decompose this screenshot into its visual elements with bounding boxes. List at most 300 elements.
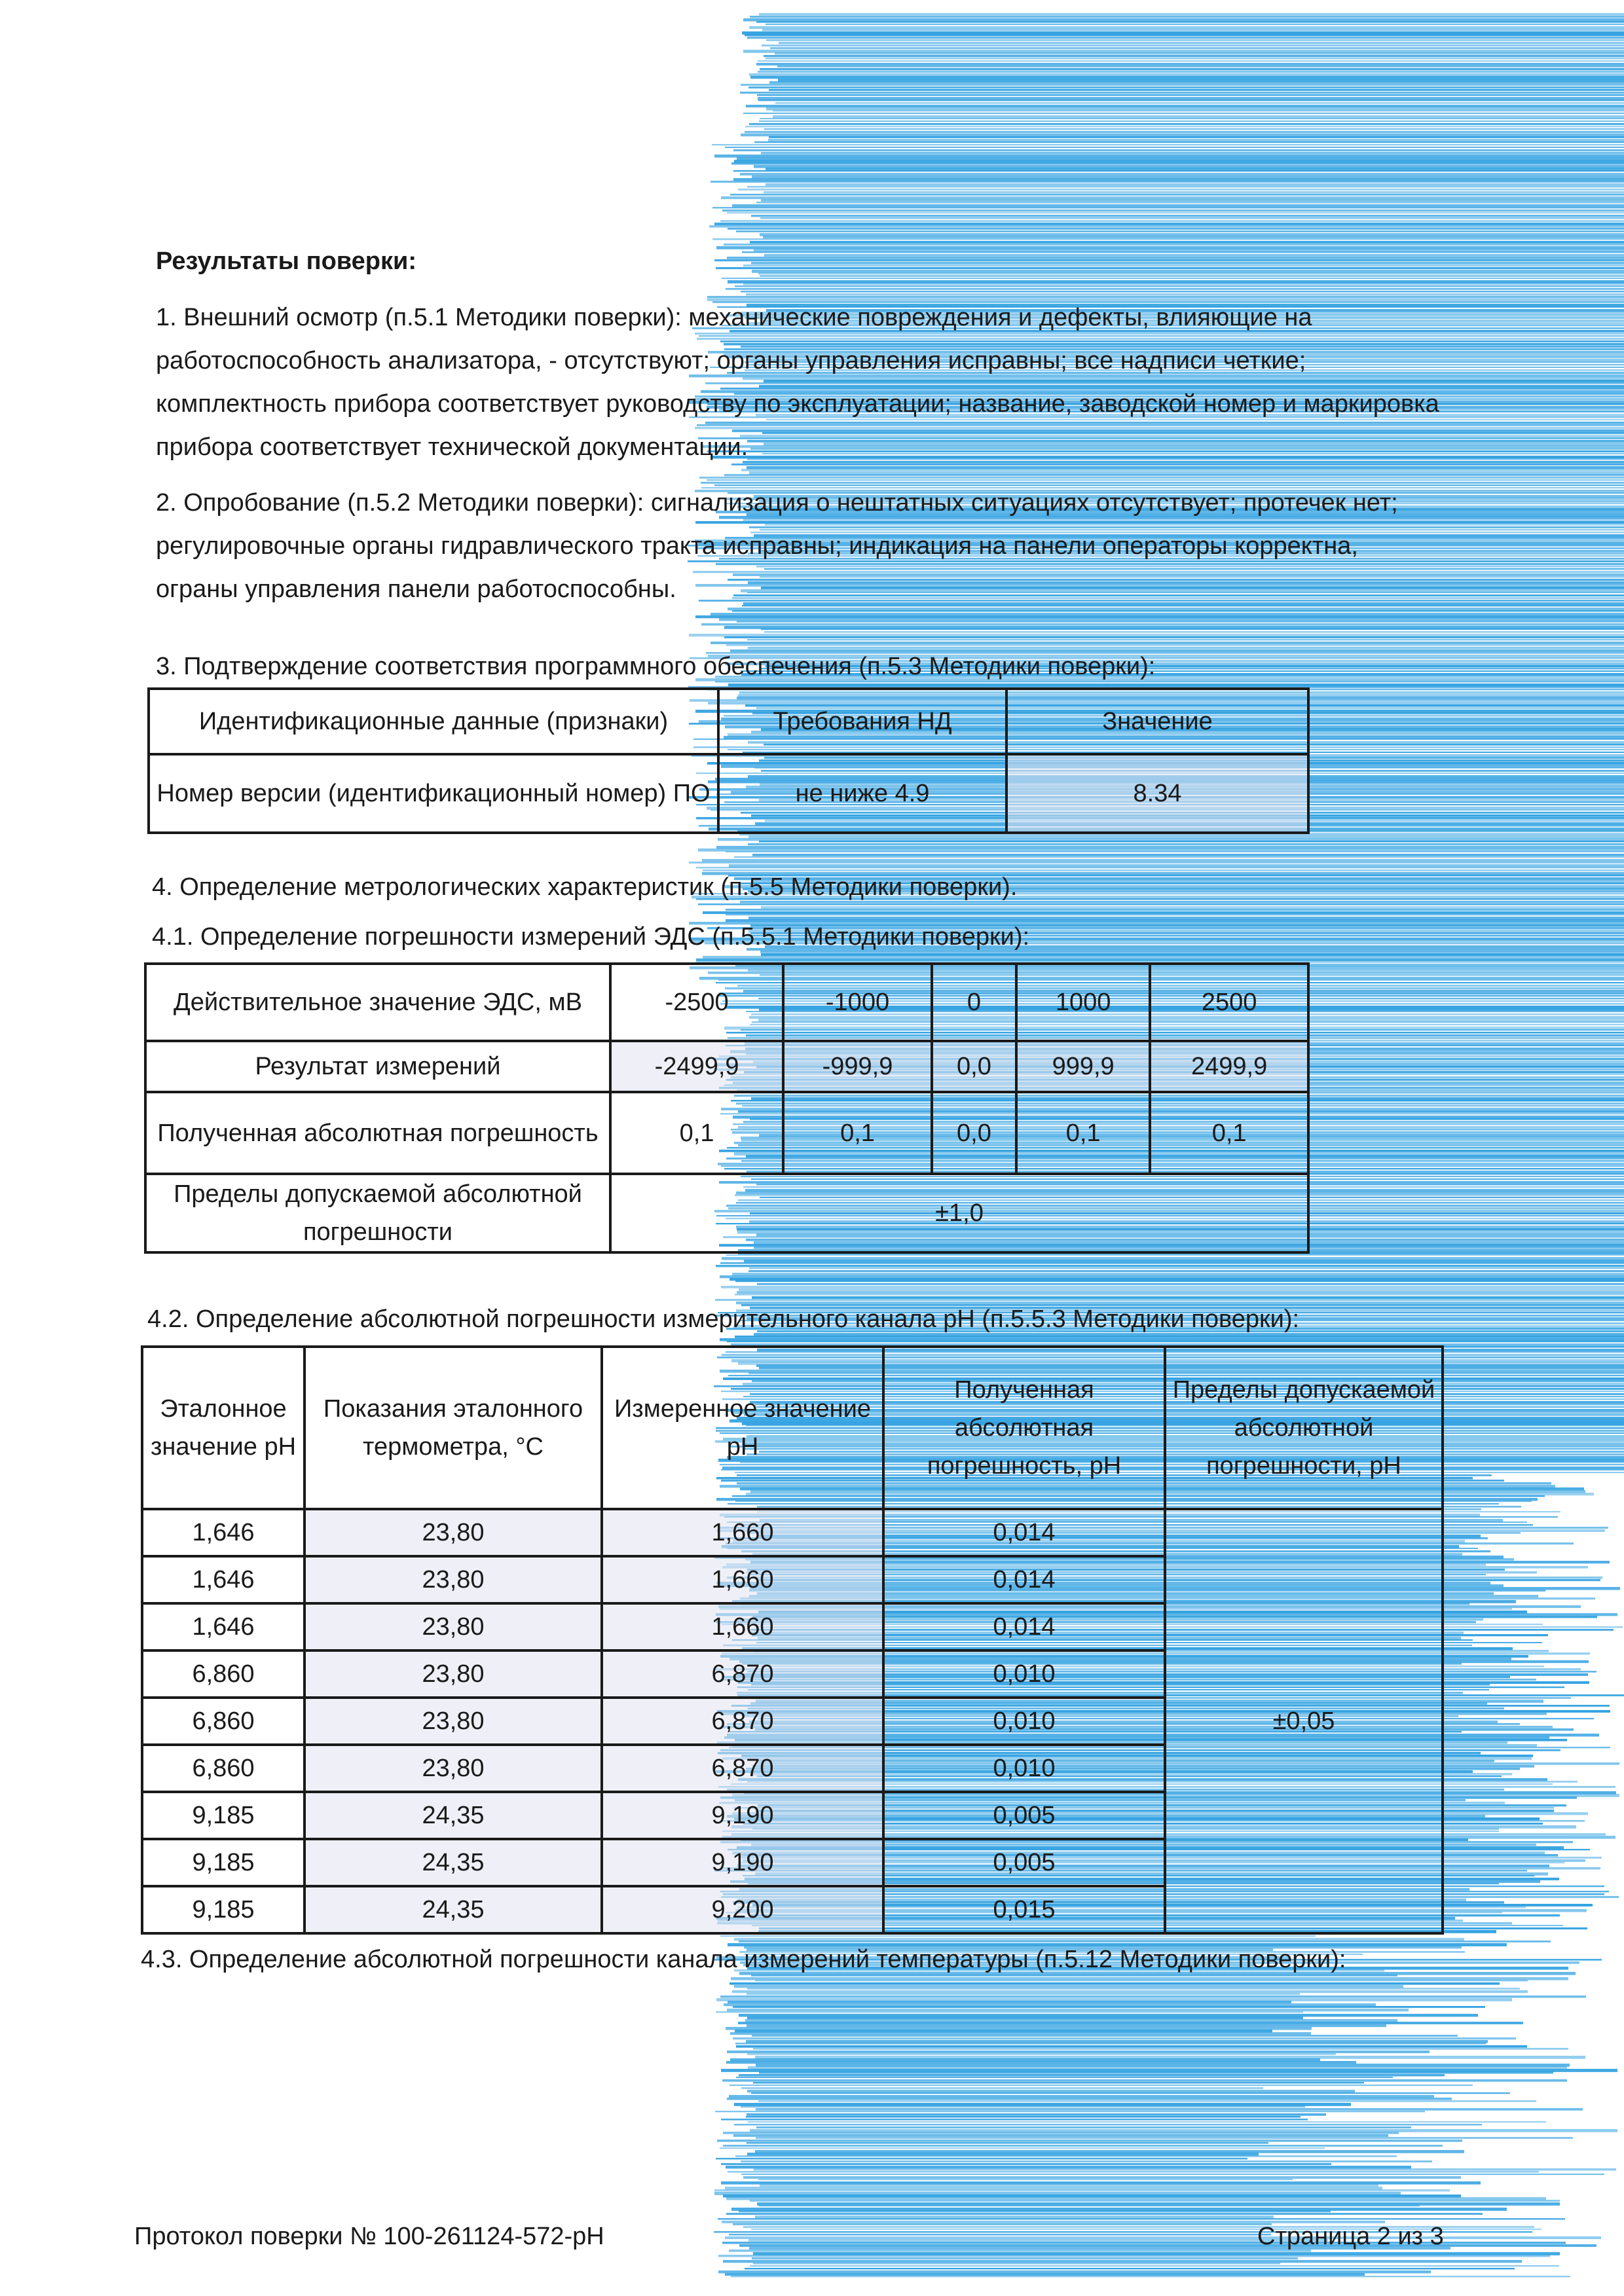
scan-streak: [743, 2176, 1461, 2179]
software-row-req: не ниже 4.9: [718, 754, 1006, 833]
scan-streak: [701, 623, 1624, 626]
scan-streak: [735, 1294, 1624, 1296]
scan-streak: [720, 2147, 1325, 2149]
scan-streak: [743, 264, 1624, 266]
scan-streak: [720, 1935, 1316, 1937]
scan-streak: [732, 204, 1624, 208]
scan-streak: [747, 639, 1624, 640]
scan-streak: [726, 2166, 1411, 2168]
ph-error-cell: 0,005: [883, 1839, 1165, 1886]
scan-streak: [740, 92, 1624, 94]
scan-streak: [756, 63, 1624, 65]
emf-actual-2: -1000: [783, 964, 932, 1041]
scan-streak: [756, 202, 1624, 204]
scan-streak: [726, 851, 1624, 852]
scan-streak: [716, 2011, 1303, 2013]
scan-streak: [724, 2003, 1376, 2006]
ph-error-cell: 0,014: [883, 1509, 1165, 1556]
scan-streak: [720, 1262, 1624, 1264]
scan-streak: [712, 144, 1624, 145]
ph-measured-cell: 1,660: [602, 1509, 883, 1556]
scan-streak: [748, 2239, 1328, 2242]
ph-error-cell: 0,014: [883, 1603, 1165, 1650]
scan-streak: [728, 228, 1624, 230]
scan-streak: [741, 291, 1624, 293]
scan-streak: [749, 73, 1624, 76]
scan-streak: [754, 165, 1624, 168]
scan-streak: [735, 2043, 1486, 2045]
ph-reference-cell: 6,860: [142, 1745, 304, 1792]
scan-streak: [733, 2006, 1485, 2008]
scan-streak: [732, 1273, 1624, 1275]
item-41-title: 4.1. Определение погрешности измерений ЭДС (п.5.5.1 Методики поверки):: [152, 923, 1030, 951]
scan-streak: [751, 2092, 1510, 2094]
ph-thermometer-cell: 23,80: [304, 1698, 602, 1745]
scan-streak: [718, 2218, 1565, 2220]
scan-streak: [751, 262, 1624, 264]
scan-streak: [737, 1291, 1624, 1294]
scan-streak: [739, 2014, 1478, 2017]
emf-label-limit: Пределы допускаемой абсолютной погрешности: [145, 1174, 610, 1252]
scan-streak: [748, 843, 1624, 845]
ph-measured-cell: 6,870: [602, 1745, 883, 1792]
scan-streak: [721, 196, 1624, 199]
scan-streak: [759, 2071, 1553, 2074]
scan-streak: [758, 272, 1624, 274]
emf-measured-3: 0,0: [932, 1041, 1016, 1092]
software-header-id: Идентификационные данные (признаки): [149, 689, 718, 754]
scan-streak: [699, 477, 1624, 479]
scan-streak: [732, 1990, 1528, 1993]
scan-streak: [727, 2098, 1452, 2100]
emf-actual-1: -2500: [610, 964, 783, 1041]
ph-thermometer-cell: 24,35: [304, 1839, 602, 1886]
ph-error-cell: 0,010: [883, 1698, 1165, 1745]
scan-streak: [775, 52, 1624, 54]
scan-streak: [764, 254, 1624, 257]
scan-streak: [755, 2215, 1274, 2219]
scan-streak: [739, 2210, 1331, 2212]
scan-streak: [695, 615, 1624, 618]
scan-streak: [727, 212, 1624, 213]
emf-label-measured: Результат измерений: [145, 1041, 610, 1092]
item-1-external-inspection: 1. Внешний осмотр (п.5.1 Методики поверки): механические повреждения и дефекты, влияющие на работоспособность анализатора, - отсутствуют; органы управления исправны; все надписи четкие; комплектность прибора соответствует руководству по эксплуатации; название, заводской номер и маркировка прибора соответствует технической документации.: [156, 304, 1439, 461]
scan-streak: [726, 2213, 1483, 2215]
scan-streak: [739, 2244, 1596, 2247]
scan-streak: [758, 2100, 1536, 2102]
ph-measured-cell: 6,870: [602, 1698, 883, 1745]
scan-streak: [717, 2140, 1462, 2142]
scan-streak: [764, 191, 1624, 194]
scan-streak: [758, 100, 1624, 101]
scan-streak: [752, 175, 1624, 178]
scan-streak: [741, 469, 1624, 471]
emf-error-2: 0,1: [783, 1092, 932, 1174]
item-43-title: 4.3. Определение абсолютной погрешности канала измерений температуры (п.5.12 Методики поверки):: [141, 1946, 1346, 1973]
scan-streak: [723, 2195, 1461, 2198]
scan-streak: [738, 189, 1624, 191]
scan-streak: [738, 2022, 1523, 2024]
scan-streak: [751, 215, 1624, 217]
ph-thermometer-cell: 23,80: [304, 1509, 602, 1556]
scan-streak: [725, 2187, 1382, 2190]
scan-streak: [727, 2050, 1430, 2053]
scan-streak: [719, 618, 1624, 621]
scan-streak: [715, 2111, 1425, 2112]
scan-streak: [769, 81, 1624, 84]
scan-streak: [728, 2001, 1291, 2003]
scan-streak: [741, 134, 1624, 136]
scan-streak: [761, 199, 1624, 202]
scan-streak: [769, 136, 1624, 138]
emf-actual-4: 1000: [1016, 964, 1150, 1041]
ph-table: [141, 1345, 1444, 1935]
scan-streak: [750, 2200, 1560, 2202]
scan-streak: [756, 2126, 1411, 2128]
scan-streak: [752, 2257, 1298, 2259]
ph-header-reference: Эталонное значение pH: [142, 1347, 304, 1509]
scan-streak: [733, 149, 1624, 151]
scan-streak: [714, 2189, 1450, 2191]
scan-streak: [724, 244, 1624, 246]
emf-error-1: 0,1: [610, 1092, 783, 1174]
scan-streak: [736, 2077, 1393, 2078]
software-row-label: Номер версии (идентификационный номер) ПО: [149, 754, 718, 833]
scan-streak: [722, 278, 1624, 279]
scan-streak: [766, 107, 1624, 111]
scan-streak: [748, 2066, 1567, 2069]
scan-streak: [722, 2079, 1567, 2082]
software-table: [147, 687, 1310, 834]
emf-label-actual: Действительное значение ЭДС, мВ: [145, 964, 610, 1041]
scan-streak: [710, 642, 1624, 644]
scan-streak: [726, 288, 1624, 290]
scan-streak: [726, 2197, 1546, 2200]
scan-streak: [733, 2223, 1272, 2225]
scan-streak: [712, 207, 1624, 209]
scan-streak: [721, 1286, 1624, 1288]
scan-streak: [737, 157, 1624, 160]
ph-header-thermometer: Показания эталонного термометра, °C: [304, 1347, 602, 1509]
ph-reference-cell: 1,646: [142, 1509, 304, 1556]
scan-streak: [749, 26, 1624, 29]
ph-reference-cell: 1,646: [142, 1556, 304, 1603]
scan-streak: [766, 24, 1624, 25]
scan-streak: [729, 1278, 1624, 1281]
footer-page-number: Страница 2 из 3: [1257, 2223, 1444, 2250]
scan-streak: [710, 181, 1624, 183]
item-3-title: 3. Подтверждение соответствия программного обеспечения (п.5.3 Методики поверки):: [156, 653, 1156, 680]
scan-streak: [720, 1995, 1586, 1998]
scan-streak: [714, 223, 1624, 225]
scan-streak: [766, 58, 1624, 59]
scan-streak: [757, 94, 1624, 96]
scan-streak: [727, 257, 1624, 259]
scan-streak: [729, 2095, 1434, 2098]
scan-streak: [749, 1267, 1624, 1269]
scan-streak: [746, 2040, 1488, 2043]
ph-thermometer-cell: 24,35: [304, 1886, 602, 1933]
scan-streak: [754, 249, 1624, 251]
emf-limit: ±1,0: [610, 1174, 1308, 1252]
emf-error-5: 0,1: [1150, 1092, 1308, 1174]
footer-protocol-number: Протокол поверки № 100-261124-572-pH: [134, 2223, 604, 2250]
scan-streak: [750, 2265, 1559, 2267]
scan-streak: [761, 152, 1624, 155]
scan-streak: [747, 37, 1624, 39]
scan-streak: [735, 2155, 1397, 2157]
emf-table: [144, 962, 1310, 1254]
scan-streak: [731, 162, 1624, 165]
scan-streak: [696, 958, 1624, 961]
scan-streak: [729, 2234, 1271, 2235]
scan-streak: [743, 18, 1624, 22]
emf-measured-5: 2499,9: [1150, 1041, 1308, 1092]
scan-streak: [747, 186, 1624, 188]
scan-streak: [766, 183, 1624, 186]
scan-streak: [730, 2058, 1320, 2062]
scan-streak: [714, 155, 1624, 158]
scan-streak: [716, 846, 1624, 849]
item-2-testing: 2. Опробование (п.5.2 Методики поверки): сигнализация о нештатных ситуациях отсутствует; протечек нет; регулировочные органы гидравлического тракта исправны; индикация на панели операторы корректна, ограны управления панели работоспособны.: [156, 489, 1398, 603]
scan-streak: [730, 194, 1624, 196]
scan-streak: [723, 2145, 1443, 2147]
scan-streak: [741, 2105, 1305, 2107]
scan-streak: [747, 2016, 1303, 2019]
scan-streak: [744, 1260, 1624, 1262]
emf-measured-1: -2499,9: [610, 1041, 783, 1092]
scan-streak: [721, 2119, 1308, 2121]
scan-streak: [766, 168, 1624, 170]
scan-streak: [709, 225, 1624, 228]
scan-streak: [753, 2082, 1364, 2084]
scan-streak: [745, 131, 1624, 133]
scan-streak: [747, 2090, 1355, 2092]
ph-reference-cell: 1,646: [142, 1603, 304, 1650]
software-header-value: Значение: [1006, 689, 1308, 754]
ph-measured-cell: 9,190: [602, 1792, 883, 1839]
scan-streak: [759, 2205, 1420, 2206]
scan-streak: [747, 2053, 1336, 2055]
scan-streak: [757, 1283, 1624, 1285]
scan-streak: [723, 2132, 1399, 2134]
emf-label-error: Полученная абсолютная погрешность: [145, 1092, 610, 1174]
scan-streak: [722, 210, 1624, 211]
scan-streak: [750, 76, 1624, 79]
scan-streak: [750, 241, 1624, 244]
scan-streak: [741, 2160, 1432, 2162]
ph-header-limit: Пределы допускаемой абсолютной погрешности, pH: [1165, 1347, 1443, 1509]
scan-streak: [735, 1281, 1624, 1282]
ph-thermometer-cell: 23,80: [304, 1745, 602, 1792]
scan-streak: [747, 1993, 1300, 1995]
ph-measured-cell: 9,190: [602, 1839, 883, 1886]
scan-streak: [764, 128, 1624, 130]
scan-streak: [729, 2250, 1311, 2252]
scan-streak: [735, 285, 1624, 287]
scan-streak: [748, 835, 1624, 838]
ph-header-error: Полученная абсолютная погрешность, pH: [883, 1347, 1165, 1509]
scan-streak: [733, 2037, 1516, 2039]
ph-measured-cell: 6,870: [602, 1650, 883, 1698]
emf-measured-4: 999,9: [1016, 1041, 1150, 1092]
scan-streak: [739, 2074, 1445, 2077]
scan-streak: [763, 236, 1624, 238]
scan-streak: [745, 34, 1624, 36]
scan-streak: [749, 123, 1624, 125]
ph-measured-cell: 1,660: [602, 1556, 883, 1603]
scan-streak: [733, 2134, 1388, 2137]
scan-streak: [733, 170, 1624, 172]
ph-table-row: [142, 1509, 1443, 1556]
scan-streak: [743, 113, 1624, 114]
scan-streak: [712, 238, 1624, 240]
scan-streak: [730, 2032, 1311, 2035]
item-4-title: 4. Определение метрологических характеристик (п.5.5 Методики поверки).: [152, 873, 1018, 901]
scan-streak: [734, 1985, 1403, 1988]
scan-streak: [734, 856, 1624, 858]
scan-streak: [740, 173, 1624, 175]
scan-streak: [689, 862, 1624, 864]
ph-thermometer-cell: 23,80: [304, 1603, 602, 1650]
scan-streak: [752, 854, 1624, 856]
scan-streak: [727, 2009, 1409, 2011]
ph-reference-cell: 6,860: [142, 1698, 304, 1745]
scan-streak: [753, 2263, 1280, 2265]
scan-streak: [768, 139, 1624, 141]
scan-streak: [710, 613, 1624, 615]
ph-header-measured: Измеренное значение pH: [602, 1347, 883, 1509]
scan-streak: [758, 2179, 1293, 2180]
scan-streak: [725, 2236, 1601, 2239]
scan-streak: [745, 2019, 1397, 2022]
scan-streak: [727, 1341, 1624, 1342]
scan-streak: [716, 1265, 1624, 1267]
scan-streak: [745, 126, 1624, 128]
scan-streak: [725, 2273, 1365, 2276]
scan-streak: [745, 2268, 1515, 2269]
scan-streak: [746, 293, 1624, 296]
scan-streak: [758, 97, 1624, 100]
scan-streak: [720, 220, 1624, 222]
emf-measured-2: -999,9: [783, 1041, 932, 1092]
scan-streak: [748, 86, 1624, 88]
ph-thermometer-cell: 24,35: [304, 1792, 602, 1839]
scan-streak: [720, 1275, 1624, 1278]
scan-streak: [752, 2035, 1458, 2037]
scan-streak: [703, 911, 1624, 914]
scan-streak: [756, 2108, 1583, 2111]
section-title: Результаты поверки:: [156, 247, 417, 275]
scan-streak: [718, 2270, 1431, 2273]
software-header-req: Требования НД: [718, 689, 1006, 754]
scan-streak: [736, 2045, 1527, 2048]
scan-streak: [761, 629, 1624, 630]
scan-streak: [725, 147, 1624, 148]
ph-error-cell: 0,010: [883, 1745, 1165, 1792]
scan-streak: [754, 2168, 1616, 2171]
ph-reference-cell: 9,185: [142, 1886, 304, 1933]
emf-actual-3: 0: [932, 964, 1016, 1041]
ph-thermometer-cell: 23,80: [304, 1650, 602, 1698]
scan-streak: [748, 2121, 1546, 2123]
scan-streak: [724, 474, 1624, 476]
scan-streak: [741, 2174, 1604, 2175]
scan-streak: [729, 1982, 1500, 1985]
scan-streak: [735, 2030, 1272, 2033]
software-row-value: 8.34: [1006, 754, 1308, 833]
scan-streak: [731, 2276, 1570, 2277]
scan-streak: [779, 42, 1624, 44]
scan-streak: [760, 217, 1624, 219]
scan-streak: [747, 2024, 1386, 2027]
scan-streak: [722, 1257, 1624, 1260]
scan-streak: [733, 178, 1624, 181]
scan-streak: [742, 251, 1624, 253]
scan-streak: [747, 2142, 1268, 2143]
ph-error-cell: 0,010: [883, 1650, 1165, 1698]
scan-streak: [754, 141, 1624, 143]
scan-streak: [747, 2113, 1326, 2116]
scan-streak: [756, 2137, 1573, 2139]
scan-streak: [769, 89, 1624, 91]
ph-error-cell: 0,014: [883, 1556, 1165, 1603]
scan-streak: [746, 105, 1624, 107]
scan-streak: [718, 2255, 1550, 2257]
scan-streak: [760, 2184, 1378, 2187]
scan-streak: [760, 275, 1624, 277]
scan-streak: [716, 2158, 1247, 2159]
scan-streak: [770, 47, 1624, 49]
scan-streak: [702, 859, 1624, 862]
scan-streak: [743, 283, 1624, 285]
ph-reference-cell: 9,185: [142, 1792, 304, 1839]
ph-reference-cell: 9,185: [142, 1839, 304, 1886]
scan-streak: [741, 2087, 1263, 2089]
scan-streak: [726, 909, 1624, 911]
scan-streak: [762, 29, 1624, 31]
ph-measured-cell: 9,200: [602, 1886, 883, 1933]
scan-streak: [760, 118, 1624, 119]
scan-streak: [689, 634, 1624, 636]
scan-streak: [721, 2181, 1481, 2185]
scan-streak: [775, 102, 1624, 104]
scan-streak: [748, 1270, 1624, 1272]
scan-streak: [734, 2124, 1482, 2126]
scan-streak: [758, 71, 1624, 73]
scan-streak: [724, 636, 1624, 638]
ph-thermometer-cell: 23,80: [304, 1556, 602, 1603]
scan-streak: [726, 1254, 1624, 1256]
scan-streak: [714, 259, 1624, 261]
scan-streak: [721, 2163, 1331, 2165]
scan-streak: [777, 65, 1624, 67]
emf-error-3: 0,0: [932, 1092, 1016, 1174]
scan-streak: [762, 45, 1624, 46]
scan-streak: [764, 55, 1624, 57]
scan-streak: [773, 110, 1624, 112]
scan-streak: [766, 39, 1624, 41]
scan-streak: [760, 68, 1624, 70]
scan-streak: [729, 2085, 1473, 2086]
ph-error-cell: 0,015: [883, 1886, 1165, 1933]
emf-error-4: 0,1: [1016, 1092, 1150, 1174]
scan-streak: [759, 841, 1624, 843]
scan-streak: [698, 848, 1624, 852]
scan-streak: [758, 60, 1624, 62]
scan-streak: [759, 120, 1624, 122]
scan-streak: [737, 621, 1624, 623]
